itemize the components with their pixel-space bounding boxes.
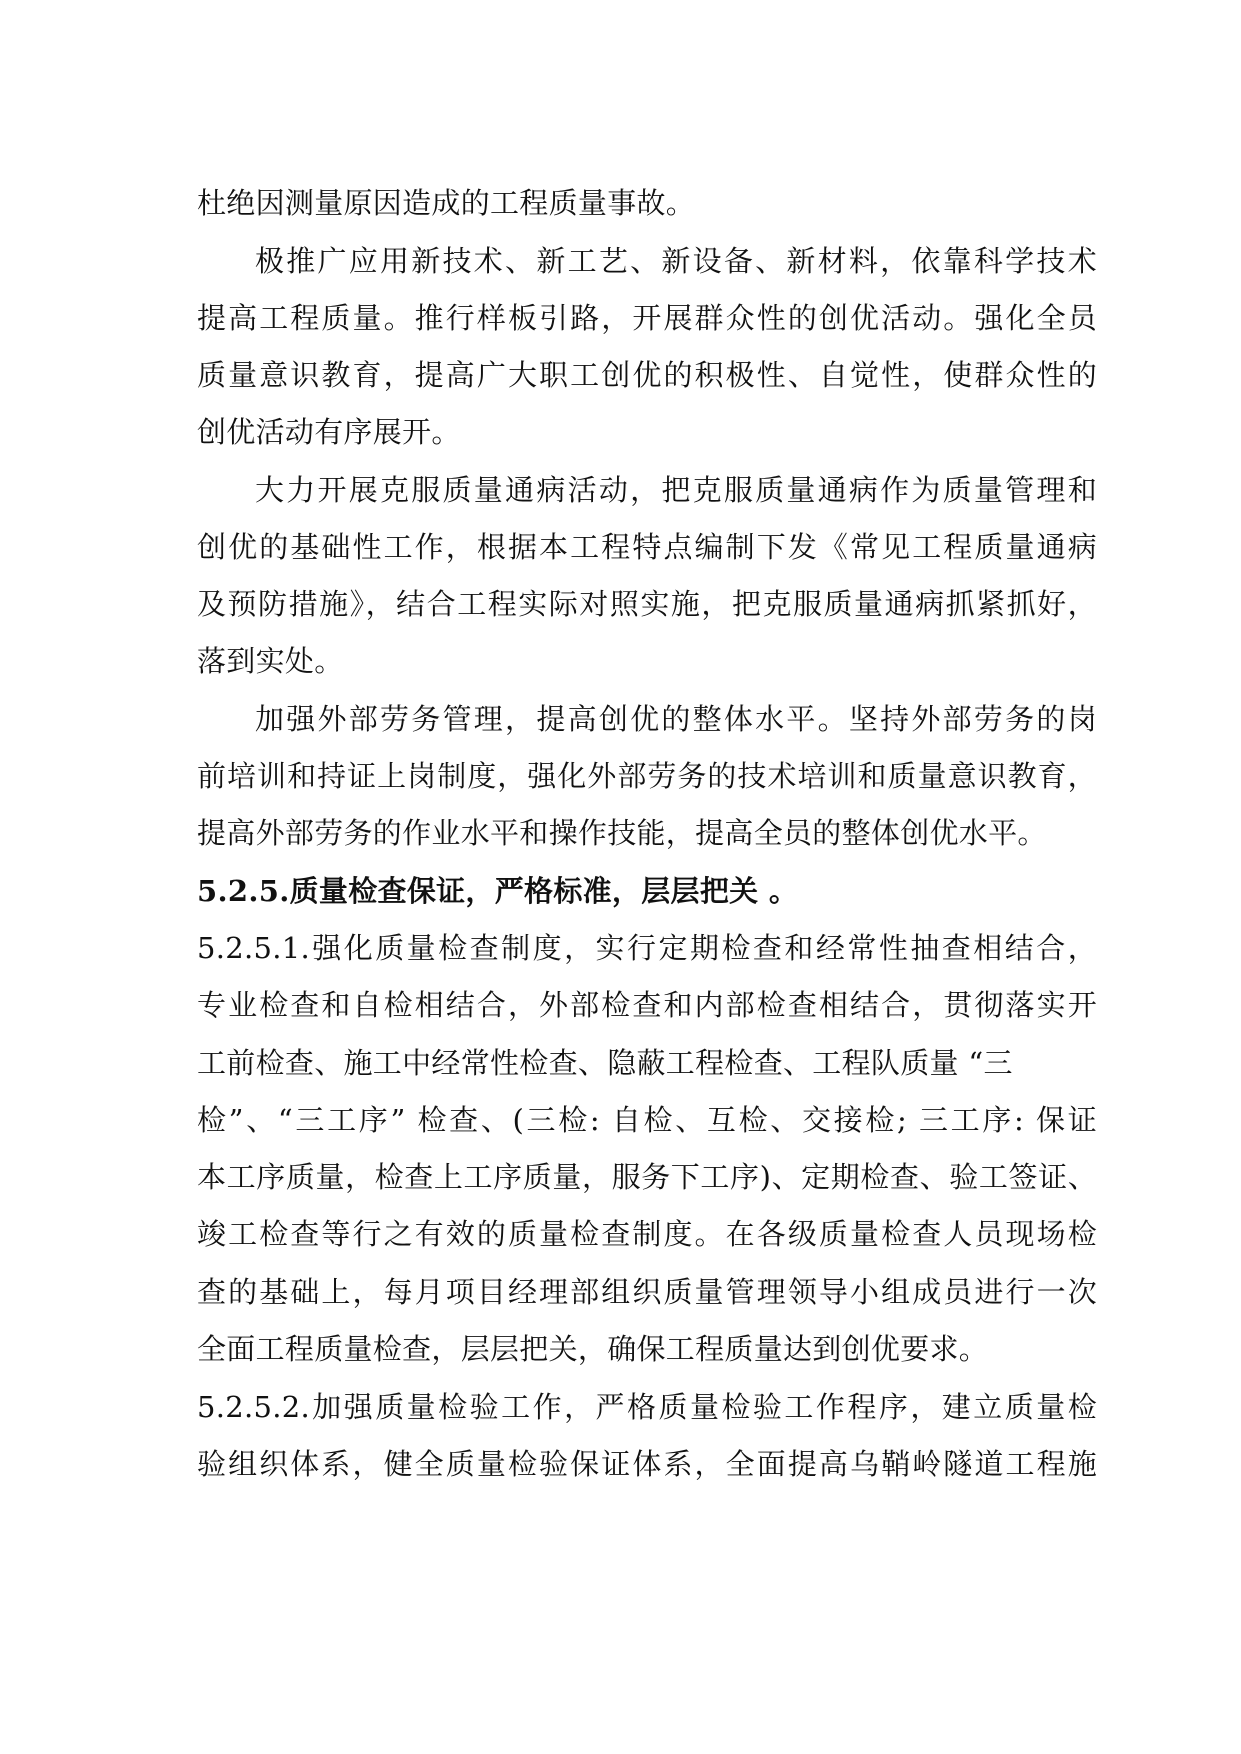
text-line: 专业检查和自检相结合，外部检查和内部检查相结合，贯彻落实开 <box>197 988 1097 1022</box>
text-line: 工前检查、施工中经常性检查、隐蔽工程检查、工程队质量 “三 <box>197 1046 1013 1080</box>
section-heading: 5.2.5.质量检查保证，严格标准，层层把关 。 <box>197 874 799 908</box>
text-line: 杜绝因测量原因造成的工程质量事故。 <box>197 186 696 220</box>
text-line: 检”、“三工序” 检查、(三检: 自检、互检、交接检; 三工序: 保证 <box>197 1103 1097 1137</box>
text-line: 提高外部劳务的作业水平和操作技能，提高全员的整体创优水平。 <box>197 816 1047 850</box>
paragraph-first-line: 大力开展克服质量通病活动，把克服质量通病作为质量管理和 <box>255 473 1097 507</box>
text-line: 落到实处。 <box>197 644 344 678</box>
text-line: 提高工程质量。推行样板引路，开展群众性的创优活动。强化全员 <box>197 301 1097 335</box>
text-line: 前培训和持证上岗制度，强化外部劳务的技术培训和质量意识教育， <box>197 759 1097 793</box>
text-line: 查的基础上，每月项目经理部组织质量管理领导小组成员进行一次 <box>197 1275 1097 1309</box>
text-line: 及预防措施》，结合工程实际对照实施，把克服质量通病抓紧抓好， <box>197 587 1097 621</box>
text-line: 验组织体系，健全质量检验保证体系，全面提高乌鞘岭隧道工程施 <box>197 1447 1097 1481</box>
text-line: 竣工检查等行之有效的质量检查制度。在各级质量检查人员现场检 <box>197 1217 1097 1251</box>
text-line: 5.2.5.1.强化质量检查制度，实行定期检查和经常性抽查相结合， <box>197 931 1097 965</box>
text-line: 创优的基础性工作，根据本工程特点编制下发《常见工程质量通病 <box>197 530 1097 564</box>
paragraph-first-line: 极推广应用新技术、新工艺、新设备、新材料，依靠科学技术 <box>255 244 1097 278</box>
text-line: 创优活动有序展开。 <box>197 415 461 449</box>
text-line: 全面工程质量检查，层层把关，确保工程质量达到创优要求。 <box>197 1332 989 1366</box>
text-line: 本工序质量，检查上工序质量，服务下工序)、定期检查、验工签证、 <box>197 1160 1097 1194</box>
text-line: 5.2.5.2.加强质量检验工作，严格质量检验工作程序，建立质量检 <box>197 1390 1097 1424</box>
paragraph-first-line: 加强外部劳务管理，提高创优的整体水平。坚持外部劳务的岗 <box>255 702 1097 736</box>
text-line: 质量意识教育，提高广大职工创优的积极性、自觉性，使群众性的 <box>197 358 1097 392</box>
